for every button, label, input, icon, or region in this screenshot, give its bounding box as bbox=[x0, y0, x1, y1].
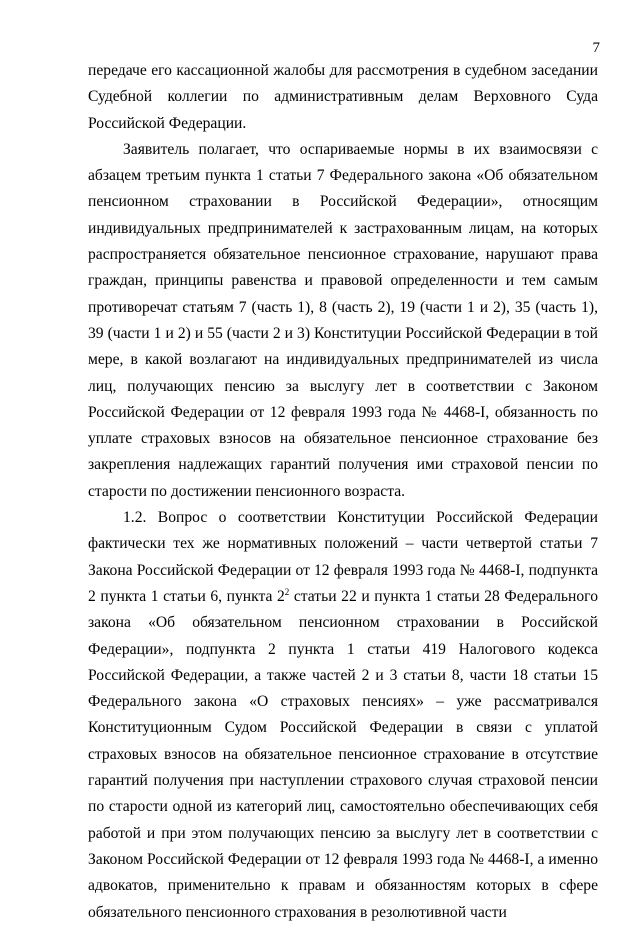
paragraph-section-1-2 bbox=[88, 505, 598, 926]
page-number: 7 bbox=[592, 40, 600, 56]
paragraph-section-1-2-text-start: 1.2. Вопрос о соответствии Конституции Российской Федерации фактически тех же нормативных положений – части четвертой статьи 7 Закона Российской Федерации от 12 февраля 1993 года № 4468-I, подпункта 2 пункта 1 статьи 6, пункта 2 bbox=[88, 509, 598, 605]
paragraph-section-1-2-text-end: статьи 22 и пункта 1 статьи 28 Федерального закона «Об обязательном пенсионном страховании в Российской Федерации», подпункта 2 пункта 1 статьи 419 Налогового кодекса Российской Федерации, а также частей 2 и 3 статьи 8, части 18 статьи 15 Федерального закона «О страховых пенсиях» – уже рассматривался Конституционным Судом Российской Федерации в связи с уплатой страховых взносов на обязательное пенсионное страхование в отсутствие гарантий получения при наступлении страхового случая страховой пенсии по старости одной из категорий лиц, самостоятельно обеспечивающих себя работой и при этом получающих пенсию за выслугу лет в соответствии с Законом Российской Федерации от 12 февраля 1993 года № 4468-I, а именно адвокатов, применительно к правам и обязанностям которых в сфере обязательного пенсионного страхования в резолютивной части bbox=[88, 587, 598, 921]
superscript-index: 2 bbox=[284, 586, 290, 597]
paragraph-continuation: передаче его кассационной жалобы для рассмотрения в судебном заседании Судебной коллегии по административным делам Верховного Суда Российской Федерации. bbox=[88, 62, 598, 132]
paragraph-applicant-position: Заявитель полагает, что оспариваемые нормы в их взаимосвязи с абзацем третьим пункта 1 статьи 7 Федерального закона «Об обязательном пенсионном страховании в Российской Федерации», относящим индивидуальных предпринимателей к застрахованным лицам, на которых распространяется обязательное пенсионное страхование, нарушают права граждан, принципы равенства и правовой определенности и тем самым противоречат статьям 7 (часть 1), 8 (часть 2), 19 (части 1 и 2), 35 (часть 1), 39 (части 1 и 2) и 55 (части 2 и 3) Конституции Российской Федерации в той мере, в какой возлагают на индивидуальных предпринимателей из числа лиц, получающих пенсию за выслугу лет в соответствии с Законом Российской Федерации от 12 февраля 1993 года № 4468-I, обязанность по уплате страховых взносов на обязательное пенсионное страхование без закрепления надлежащих гарантий получения ими страховой пенсии по старости по достижении пенсионного возраста. bbox=[88, 140, 598, 500]
document-body bbox=[88, 58, 598, 926]
